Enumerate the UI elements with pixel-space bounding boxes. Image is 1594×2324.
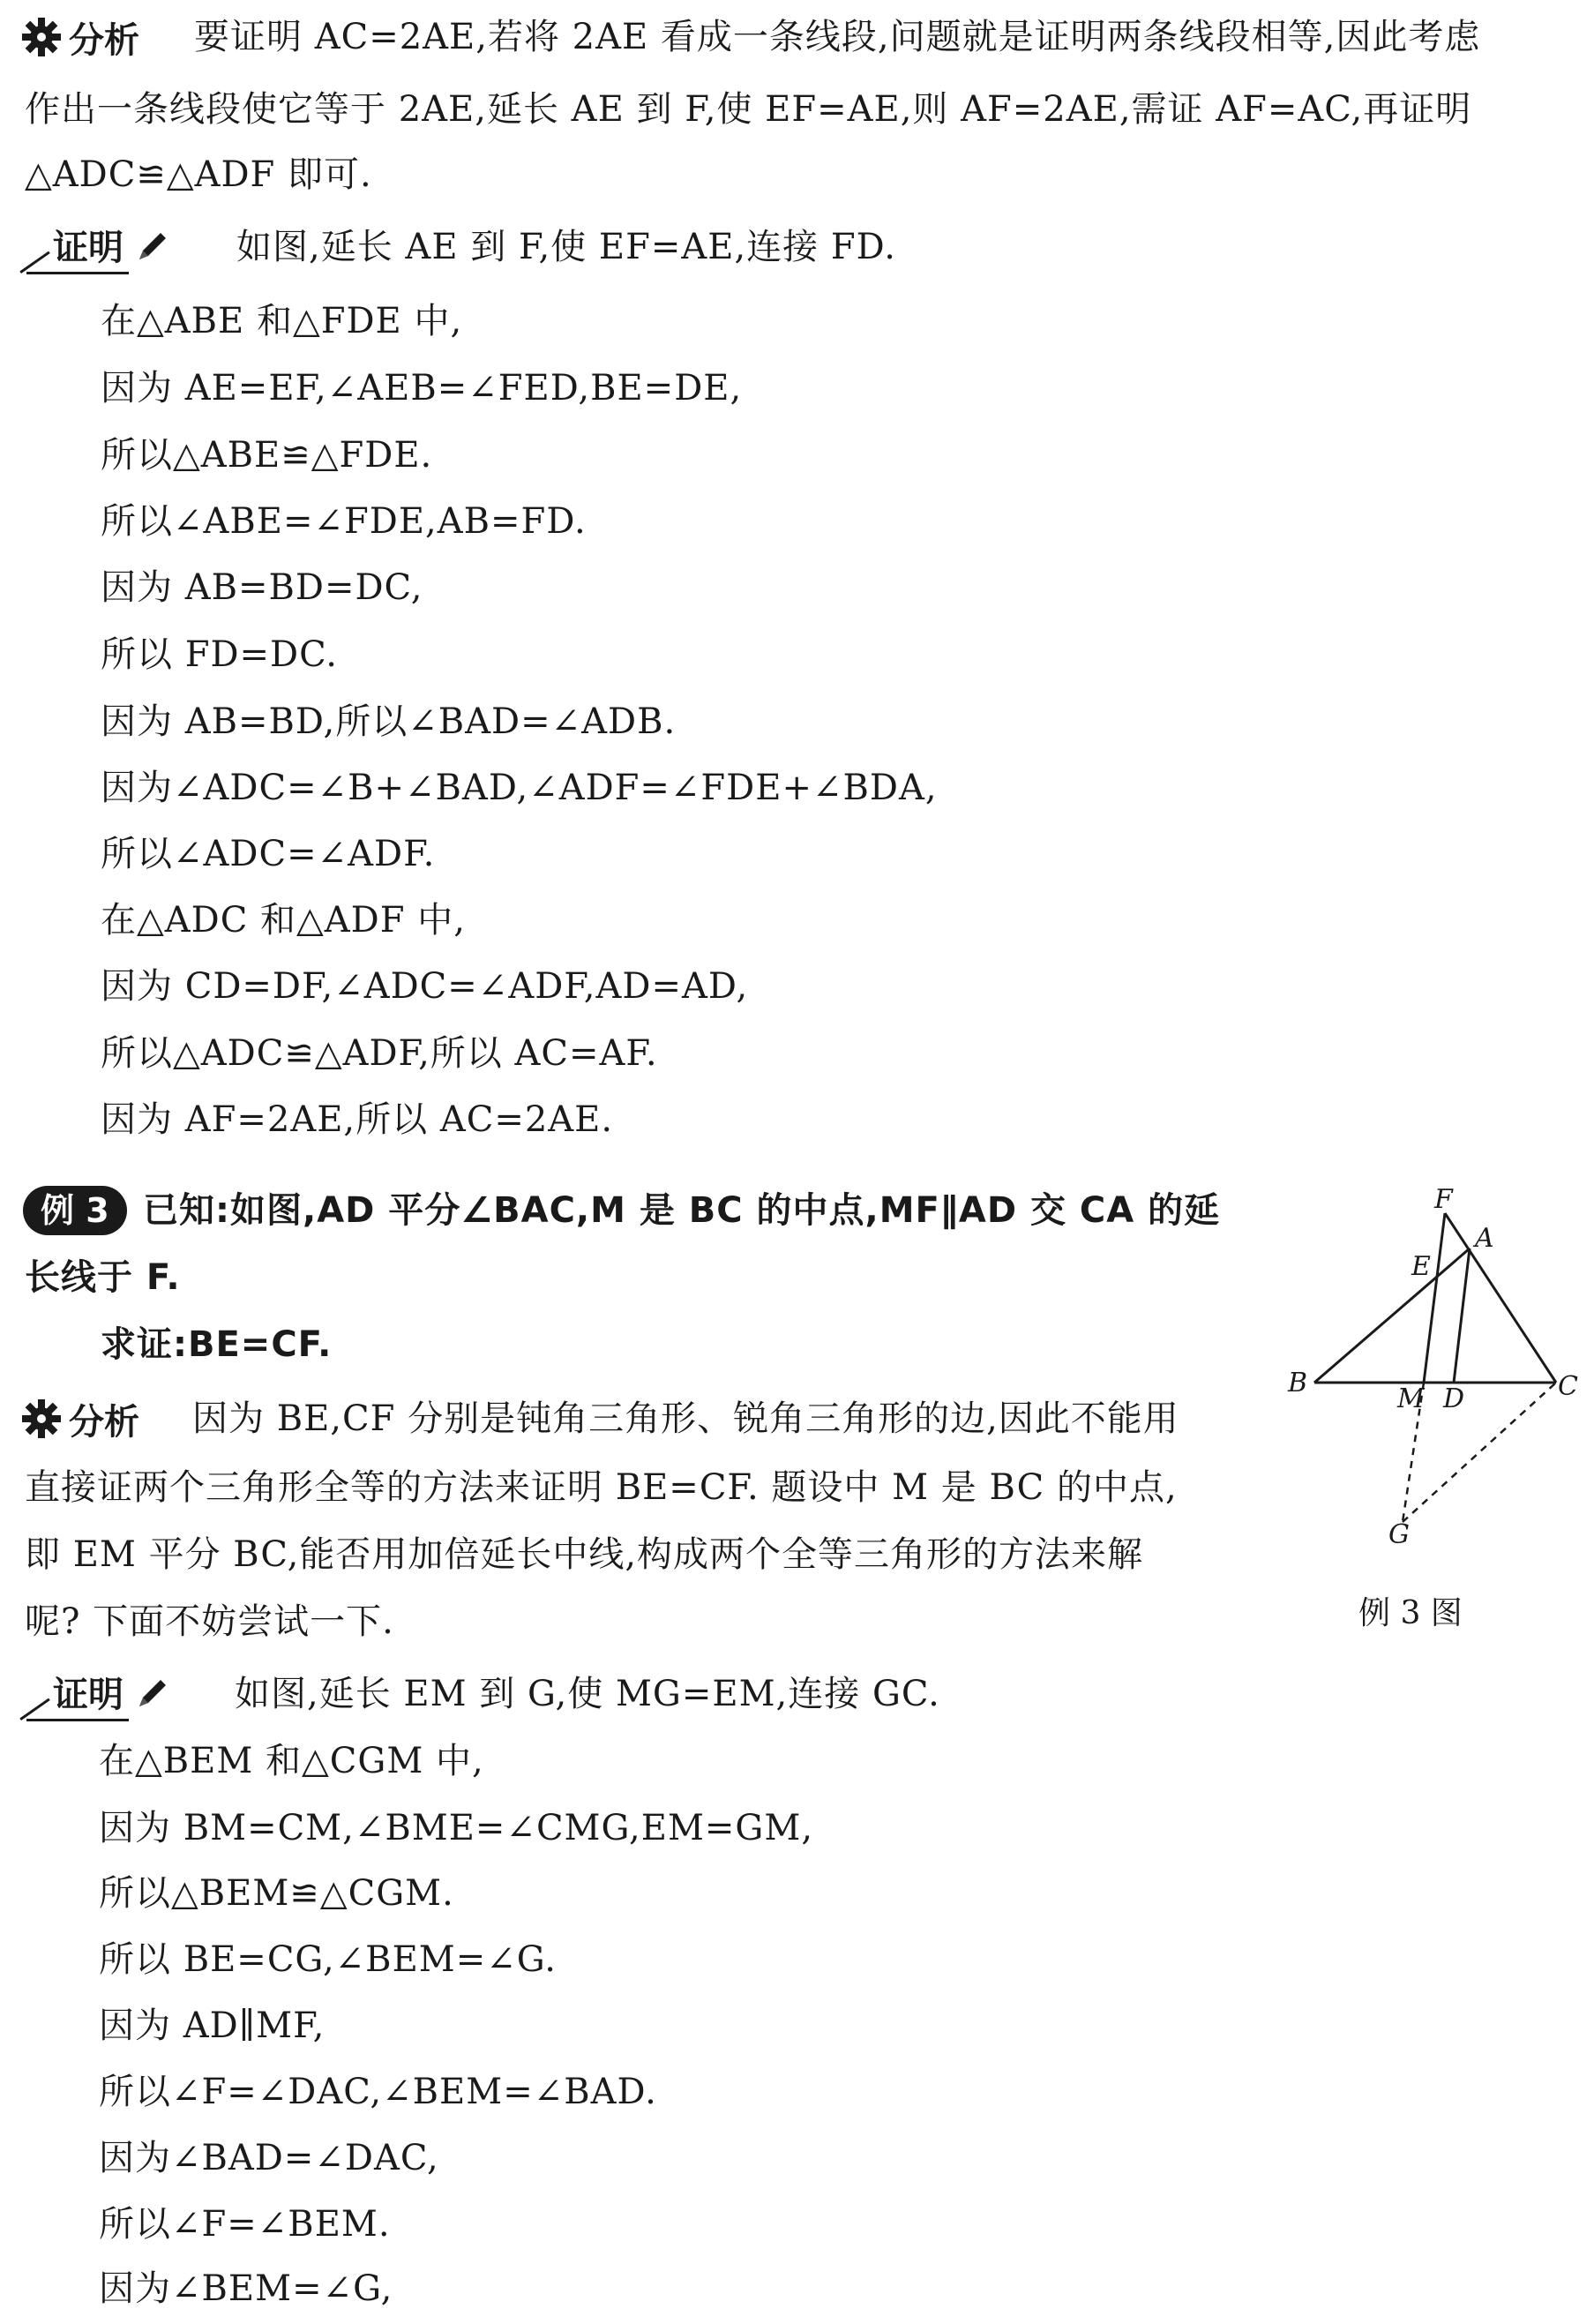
gear-icon (21, 1398, 62, 1439)
proof-intro: 如图,延长 AE 到 F,使 EF=AE,连接 FD. (236, 227, 896, 267)
proof-step: 因为 AE=EF,∠AEB=∠FED,BE=DE, (101, 368, 743, 409)
proof-step: 因为∠ADC=∠B+∠BAD,∠ADF=∠FDE+∠BDA, (101, 768, 938, 808)
point-label-e: E (1411, 1251, 1431, 1282)
proof-step: 所以 BE=CG,∠BEM=∠G. (99, 1939, 558, 1980)
proof-step: 在△ADC 和△ADF 中, (101, 900, 466, 941)
proof-step: 因为 BM=CM,∠BME=∠CMG,EM=GM, (99, 1808, 814, 1848)
analysis-label: 分析 (69, 1401, 139, 1443)
proof-step: 因为∠BAD=∠DAC, (99, 2138, 439, 2178)
proof-label: 证明 (26, 1667, 129, 1721)
proof-step: 因为 CD=DF,∠ADC=∠ADF,AD=AD, (101, 966, 749, 1007)
pencil-icon (132, 228, 171, 266)
figure-caption: 例 3 图 (1358, 1595, 1463, 1631)
point-label-b: B (1288, 1368, 1308, 1398)
analysis-line: △ADC≌△ADF 即可. (25, 154, 372, 195)
proof-step: 所以∠ABE=∠FDE,AB=FD. (101, 501, 587, 542)
point-label-d: D (1443, 1383, 1465, 1414)
proof-step: 因为∠BEM=∠G, (99, 2268, 393, 2309)
proof-step: 在△BEM 和△CGM 中, (99, 1741, 484, 1781)
example-prove: 求证:BE=CF. (101, 1324, 333, 1365)
proof-label: 证明 (26, 220, 129, 274)
proof-step: 所以∠ADC=∠ADF. (101, 834, 436, 874)
example-badge: 例 3 (23, 1186, 127, 1235)
analysis-line: 要证明 AC=2AE,若将 2AE 看成一条线段,问题就是证明两条线段相等,因此考虑 (194, 17, 1481, 57)
proof-step: 因为 AF=2AE,所以 AC=2AE. (101, 1099, 614, 1140)
point-label-c: C (1558, 1371, 1578, 1402)
proof-header (26, 222, 171, 272)
point-label-f: F (1434, 1187, 1453, 1215)
point-label-m: M (1397, 1383, 1425, 1414)
segment-fm (1424, 1213, 1445, 1383)
proof-step: 因为 AD∥MF, (99, 2005, 326, 2046)
gear-icon (21, 17, 62, 57)
analysis-line: 作出一条线段使它等于 2AE,延长 AE 到 F,使 EF=AE,则 AF=2AE,需证 AF=AC,再证明 (25, 89, 1472, 130)
analysis-line: 因为 BE,CF 分别是钝角三角形、锐角三角形的边,因此不能用 (192, 1398, 1179, 1439)
example-given: 长线于 F. (25, 1257, 181, 1298)
segment-ad (1454, 1248, 1470, 1383)
pencil-icon (132, 1675, 171, 1713)
proof-step: 因为 AB=BD=DC, (101, 567, 423, 608)
proof-step: 所以 FD=DC. (101, 634, 339, 675)
proof-step: 在△ABE 和△FDE 中, (101, 301, 463, 341)
geometry-figure (1279, 1187, 1579, 1557)
proof-step: 所以∠F=∠BEM. (99, 2204, 391, 2245)
analysis-label: 分析 (69, 19, 139, 61)
proof-intro: 如图,延长 EM 到 G,使 MG=EM,连接 GC. (235, 1674, 940, 1714)
proof-header (26, 1669, 171, 1719)
proof-step: 所以∠F=∠DAC,∠BEM=∠BAD. (99, 2072, 657, 2112)
proof-step: 所以△ADC≌△ADF,所以 AC=AF. (101, 1033, 658, 1074)
proof-step: 因为 AB=BD,所以∠BAD=∠ADB. (101, 701, 677, 742)
segment-gc (1403, 1383, 1556, 1522)
segment-fc (1445, 1213, 1556, 1383)
point-label-a: A (1475, 1223, 1494, 1254)
example-given: 已知:如图,AD 平分∠BAC,M 是 BC 的中点,MF∥AD 交 CA 的延 (143, 1190, 1221, 1231)
proof-step: 所以△BEM≌△CGM. (99, 1873, 454, 1914)
analysis-line: 直接证两个三角形全等的方法来证明 BE=CF. 题设中 M 是 BC 的中点, (25, 1467, 1178, 1508)
segment-ba (1314, 1248, 1470, 1383)
analysis-header (21, 12, 139, 62)
point-label-g: G (1388, 1519, 1410, 1550)
analysis-line: 呢? 下面不妨尝试一下. (25, 1601, 394, 1642)
analysis-line: 即 EM 平分 BC,能否用加倍延长中线,构成两个全等三角形的方法来解 (25, 1534, 1144, 1575)
proof-step: 所以△ABE≌△FDE. (101, 435, 433, 476)
analysis-header (21, 1394, 139, 1443)
